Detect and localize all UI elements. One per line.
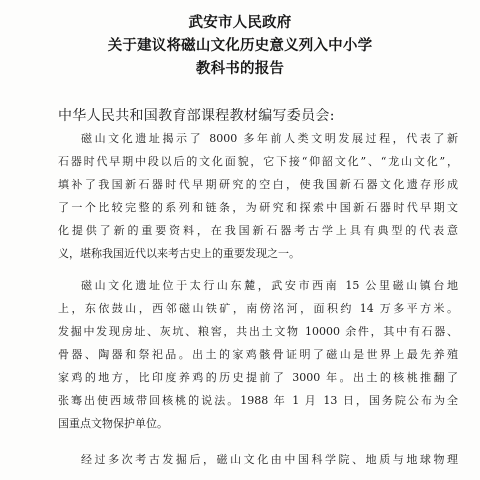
paragraph-2-line-4: 骨器、陶器和祭祀品。出土的家鸡骸骨证明了磁山是世界上最先养殖: [58, 348, 458, 361]
document-title-line-1: 武安市人民政府: [188, 15, 292, 31]
paragraph-2-line-3: 发掘中发现房址、灰坑、粮窖，共出土文物 10000 余件，其中有石器、: [58, 325, 458, 338]
paragraph-2-line-5: 家鸡的地方，比印度养鸡的历史提前了 3000 年。出土的核桃推翻了: [58, 371, 458, 384]
paragraph-1-line-4: 了一个比较完整的系列和链条，为研究和探索中国新石器时代早期文: [58, 201, 458, 214]
paragraph-1-line-1: 磁山文化遗址揭示了 8000 多年前人类文明发展过程，代表了新: [81, 132, 458, 145]
paragraph-3-line-1: 经过多次考古发掘后，磁山文化由中国科学院、地质与地球物理: [81, 453, 458, 466]
paragraph-1-line-5: 化提供了新的重要资料，在我国新石器考古学上具有典型的代表意: [58, 224, 458, 237]
paragraph-1-line-3: 填补了我国新石器时代早期研究的空白，使我国新石器文化遗存形成: [58, 178, 458, 191]
paragraph-2-line-2: 上，东依鼓山，西邻磁山铁矿，南傍洺河，面积约 14 万多平方米。: [58, 302, 458, 315]
paragraph-2-line-7: 国重点文物保护单位。: [58, 417, 168, 430]
paragraph-2-line-1: 磁山文化遗址位于太行山东麓，武安市西南 15 公里磁山镇台地: [81, 279, 458, 292]
document-title-line-3: 教科书的报告: [195, 61, 285, 77]
paragraph-2-line-6: 张骞出使西域带回核桃的说法。1988 年 1 月 13 日，国务院公布为全: [58, 394, 458, 407]
document-title-line-2: 关于建议将磁山文化历史意义列入中小学: [107, 38, 373, 54]
paragraph-1-line-6: 义，堪称我国近代以来考古史上的重要发现之一。: [58, 247, 300, 260]
salutation: 中华人民共和国教育部课程教材编写委员会:: [58, 108, 335, 124]
paragraph-1-line-2: 石器时代早期中段以后的文化面貌，它下接“仰韶文化”、“龙山文化”，: [58, 155, 458, 168]
